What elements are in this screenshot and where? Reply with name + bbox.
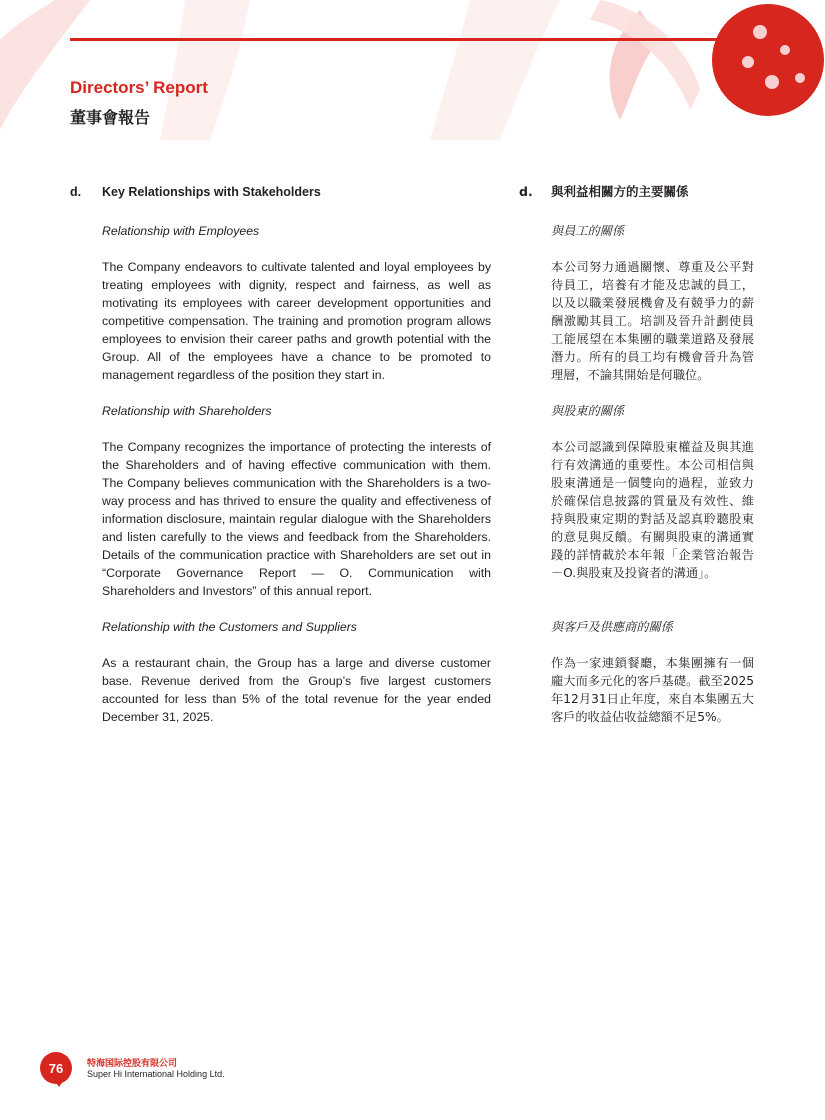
employees-paragraph-zh: 本公司努力通過關懷、尊重及公平對待員工，培養有才能及忠誠的員工，以及以職業發展機會及有競爭力的薪酬激勵其員工。培訓及晉升計劃使員工能展望在本集團的職業道路及發展潛力。所有的員工均有機會晉升為管理層，不論其開始是何職位。 — [551, 260, 754, 382]
section-heading-en — [70, 183, 491, 201]
watermark-stroke-mid2 — [430, 0, 560, 140]
section-title-zh: 與利益相關方的主要關係 — [551, 184, 689, 199]
section-heading-zh — [519, 183, 754, 201]
tomato-icon — [712, 4, 824, 116]
watermark-stroke-mid — [160, 0, 250, 140]
customers-heading-zh: 與客戶及供應商的關係 — [551, 620, 673, 634]
section-letter: d. — [70, 185, 82, 199]
shareholders-heading: Relationship with Shareholders — [102, 404, 272, 418]
section-title: Key Relationships with Stakeholders — [102, 185, 321, 199]
page-badge-tail — [54, 1080, 64, 1087]
page-number: 76 — [48, 1060, 64, 1076]
employees-heading: Relationship with Employees — [102, 224, 260, 238]
employees-heading-zh: 與員工的關係 — [551, 224, 625, 238]
top-rule — [70, 38, 754, 41]
shareholders-paragraph: The Company recognizes the importance of protecting the interests of the Shareholders and of having effective communication with them. The Company believes communication with the Shareholders is a two-way process and has thrived to ensure the quality and effectiveness of information disclosure, maintain regular dialogue with the Shareholders and listen carefully to the views and feedback from the Shareholders. Details of the communication practice with Shareholders are set out in “Corporate Governance Report — O. Communication with Shareholders and Investors” of this annual report. — [102, 440, 491, 598]
customers-paragraph: As a restaurant chain, the Group has a large and diverse customer base. Revenue derived from the Group’s five largest customers accounted for less than 5% of the total revenue for the year ended December 31, 2025. — [102, 656, 491, 724]
customers-heading: Relationship with the Customers and Suppliers — [102, 620, 357, 634]
company-name-zh: 特海国际控股有限公司 — [87, 1059, 178, 1069]
page-title-en: Directors’ Report — [70, 78, 208, 97]
chinese-column — [519, 183, 754, 726]
company-name-en: Super Hi International Holding Ltd. — [87, 1069, 225, 1079]
page-title-zh: 董事會報告 — [70, 108, 151, 127]
shareholders-paragraph-zh: 本公司認識到保障股東權益及與其進行有效溝通的重要性。本公司相信與股東溝通是一個雙向的過程，並致力於確保信息披露的質量及有效性、維持與股東定期的對話及認真聆聽股東的意見與反饋。有關與股東的溝通實踐的詳情載於本年報「企業管治報告－O.與股東及投資者的溝通」。 — [551, 440, 754, 580]
customers-paragraph-zh: 作為一家連鎖餐廳，本集團擁有一個龐大而多元化的客戶基礎。截至2025年12月31日止年度，來自本集團五大客戶的收益佔收益總額不足5%。 — [551, 656, 754, 724]
shareholders-heading-zh: 與股東的關係 — [551, 404, 625, 418]
section-letter-zh: d. — [519, 184, 533, 199]
english-column — [70, 183, 491, 726]
employees-paragraph: The Company endeavors to cultivate talented and loyal employees by treating employees with dignity, respect and fairness, as well as motivating its employees with career development opportunities and competitive compensation. The training and promotion program allows employees to envision their career paths and growth potential with the Group. All of the employees have a chance to be promoted to management regardless of the position they start in. — [102, 260, 491, 382]
